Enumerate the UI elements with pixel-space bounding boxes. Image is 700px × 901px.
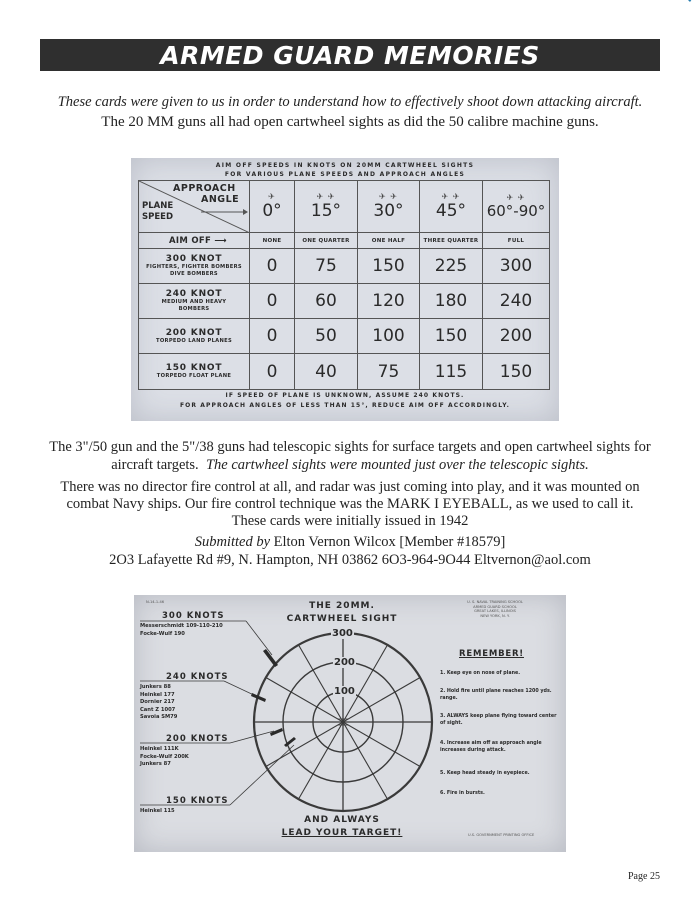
row-label-240: 240 KNOT MEDIUM AND HEAVY BOMBERS	[139, 284, 250, 319]
table-cell: 100	[358, 319, 420, 354]
card1-footer-1: IF SPEED OF PLANE IS UNKNOWN, ASSUME 240 KNOTS.	[225, 392, 465, 399]
table-cell: 0	[250, 354, 295, 390]
aim-off-table	[138, 180, 550, 390]
table-row	[139, 354, 550, 390]
printer-imprint: U.S. GOVERNMENT PRINTING OFFICE	[468, 833, 535, 837]
plane-silhouette-icon: ✈ ✈	[316, 191, 336, 201]
row-label-300: 300 KNOT FIGHTERS, FIGHTER BOMBERS DIVE BOMBERS	[139, 249, 250, 284]
angle-60-90: ✈ ✈ 60°-90°	[483, 181, 550, 233]
plane-silhouette-icon: ✈	[268, 191, 276, 201]
table-cell: 180	[420, 284, 483, 319]
table-cell: 0	[250, 249, 295, 284]
banner-title: ARMED GUARD MEMORIES	[160, 40, 540, 70]
rule-item: 5. Keep head steady in eyepiece.	[440, 771, 530, 776]
page-number: Page 25	[628, 871, 660, 882]
corner-angle: ANGLE	[201, 194, 240, 205]
speed-group-200: 200 KNOTS	[166, 734, 229, 744]
table-row	[139, 319, 550, 354]
card1-heading-2: FOR VARIOUS PLANE SPEEDS AND APPROACH ANGLES	[224, 171, 466, 178]
table-cell: 60	[295, 284, 358, 319]
corner-plane: PLANE	[142, 201, 174, 211]
para-fire-control-line-1: There was no director fire control at all, and radar was just coming into play, and it was mounted on	[60, 479, 640, 495]
table-cell: 150	[420, 319, 483, 354]
corner-approach: APPROACH	[173, 183, 236, 194]
remember-heading: REMEMBER!	[459, 649, 524, 659]
submitted-by: Submitted by Elton Vernon Wilcox [Member #18579]	[194, 534, 506, 550]
sight-title-2: CARTWHEEL SIGHT	[286, 614, 398, 624]
corner-mark-icon	[684, 0, 694, 6]
aim-off-col: THREE QUARTER	[420, 233, 483, 249]
table-cell: 150	[358, 249, 420, 284]
page-banner	[40, 39, 660, 71]
angle-header-row	[139, 181, 550, 233]
rule-item: 2. Hold fire until plane reaches 1200 yds. range.	[440, 689, 552, 701]
card2-corner-tag: N-14-1-46	[146, 600, 165, 604]
row-label-150: 150 KNOT TORPEDO FLOAT PLANE	[139, 354, 250, 390]
speed-group-240: 240 KNOTS	[166, 672, 229, 682]
aim-off-row	[139, 233, 550, 249]
lead-your-target-text: LEAD YOUR TARGET!	[281, 828, 403, 838]
intro-line-1: These cards were given to us in order to understand how to effectively shoot down attacking aircraft.	[57, 94, 643, 110]
para-fire-control-line-3: These cards were initially issued in 1942	[231, 513, 469, 529]
angle-0: ✈ 0°	[250, 181, 295, 233]
table-cell: 50	[295, 319, 358, 354]
para-guns-line-2: aircraft targets. The cartwheel sights were mounted just over the telescopic sights.	[111, 457, 589, 473]
address-line: 2O3 Lafayette Rd #9, N. Hampton, NH 03862 6O3-964-9O44 Eltvernon@aol.com	[109, 552, 591, 568]
table-cell: 150	[483, 354, 550, 390]
intro-line-2: The 20 MM guns all had open cartwheel sights as did the 50 calibre machine guns.	[101, 114, 599, 130]
ring-label-300: 300	[332, 628, 353, 639]
aim-off-card	[131, 158, 559, 421]
table-cell: 115	[420, 354, 483, 390]
card1-heading-1: AIM OFF SPEEDS IN KNOTS ON 20MM CARTWHEEL SIGHTS	[215, 162, 475, 169]
angle-45: ✈ ✈ 45°	[420, 181, 483, 233]
rule-item: 4. Increase aim off as approach angle increases during attack.	[440, 741, 542, 753]
aim-off-col: ONE HALF	[358, 233, 420, 249]
table-cell: 75	[295, 249, 358, 284]
table-cell: 200	[483, 319, 550, 354]
row-label-200: 200 KNOT TORPEDO LAND PLANES	[139, 319, 250, 354]
plane-list-150: Heinkel 115	[140, 808, 175, 814]
table-cell: 300	[483, 249, 550, 284]
rule-item: 6. Fire in bursts.	[440, 791, 485, 796]
angle-15: ✈ ✈ 15°	[295, 181, 358, 233]
table-cell: 225	[420, 249, 483, 284]
rule-item: 1. Keep eye on nose of plane.	[440, 671, 521, 676]
table-cell: 0	[250, 284, 295, 319]
table-corner-header	[139, 181, 250, 233]
aim-off-label: AIM OFF ⟶	[139, 233, 250, 249]
plane-silhouette-icon: ✈ ✈	[506, 192, 526, 202]
plane-silhouette-icon: ✈ ✈	[441, 191, 461, 201]
corner-speed: SPEED	[142, 212, 174, 222]
card1-footer-2: FOR APPROACH ANGLES OF LESS THAN 15°, REDUCE AIM OFF ACCORDINGLY.	[179, 402, 511, 409]
and-always-text: AND ALWAYS	[304, 815, 380, 825]
para-guns-line-1: The 3"/50 gun and the 5"/38 guns had telescopic sights for surface targets and open cartwheel sights for	[49, 439, 651, 455]
para-fire-control-line-2: combat Navy ships. Our fire control technique was the MARK I EYEBALL, as we used to call it.	[66, 496, 634, 512]
table-cell: 40	[295, 354, 358, 390]
table-row	[139, 284, 550, 319]
sight-title-1: THE 20MM.	[309, 601, 375, 611]
plane-silhouette-icon: ✈ ✈	[379, 191, 398, 201]
table-row	[139, 249, 550, 284]
table-cell: 0	[250, 319, 295, 354]
plane-list-300: Messerschmidt 109-110-210 Focke-Wulf 190	[140, 623, 223, 637]
speed-group-300: 300 KNOTS	[162, 611, 225, 621]
cartwheel-sight-card	[134, 595, 566, 852]
ring-label-200: 200	[334, 657, 355, 668]
aim-off-col: ONE QUARTER	[295, 233, 358, 249]
table-cell: 120	[358, 284, 420, 319]
angle-30: ✈ ✈ 30°	[358, 181, 420, 233]
rule-item: 3. ALWAYS keep plane flying toward center of sight.	[440, 714, 557, 726]
plane-list-240: Junkers 88 Heinkel 177 Dornier 217 Cant Z 1007 Savoia SM79	[140, 684, 178, 720]
aim-off-col: NONE	[250, 233, 295, 249]
aim-off-col: FULL	[483, 233, 550, 249]
table-cell: 75	[358, 354, 420, 390]
table-cell: 240	[483, 284, 550, 319]
plane-list-200: Heinkel 111K Focke-Wulf 200K Junkers 87	[140, 746, 189, 767]
school-header: U. S. NAVAL TRAINING SCHOOL ARMED GUARD SCHOOL GREAT LAKES, ILLINOIS NEW YORK, N. Y.	[467, 600, 523, 618]
speed-group-150: 150 KNOTS	[166, 796, 229, 806]
ring-label-100: 100	[334, 686, 355, 697]
plane-silhouette-icon	[251, 649, 296, 747]
